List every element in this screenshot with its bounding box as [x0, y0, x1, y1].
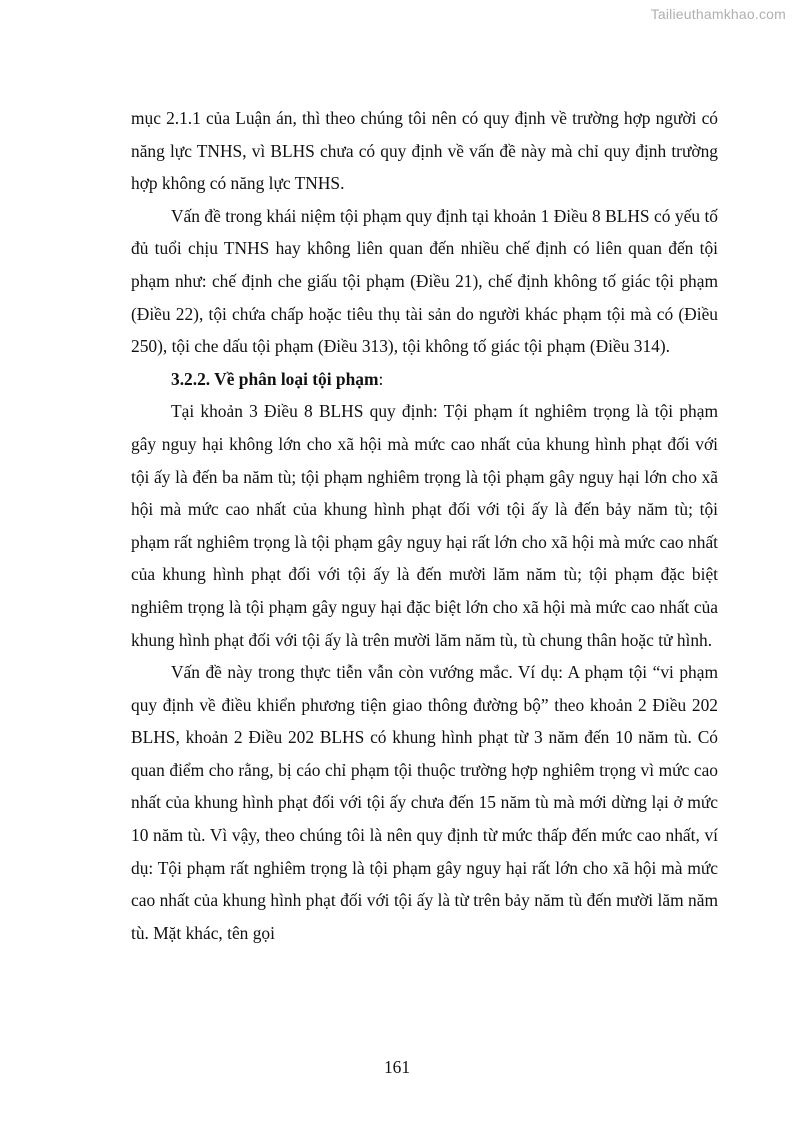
page-number: 161	[383, 1057, 411, 1077]
paragraph-1: mục 2.1.1 của Luận án, thì theo chúng tôi nên có quy định về trường hợp người có năng lực TNHS, vì BLHS chưa có quy định về vấn đề này mà chỉ quy định trường hợp không có năng lực TNHS.	[131, 108, 718, 194]
paragraph-2: Vấn đề trong khái niệm tội phạm quy định tại khoản 1 Điều 8 BLHS có yếu tố đủ tuổi chịu TNHS hay không liên quan đến nhiều chế định có liên quan đến tội phạm như: chế định che giấu tội phạm (Điều 21), chế định không tố giác tội phạm (Điều 22), tội chứa chấp hoặc tiêu thụ tài sản do người khác phạm tội mà có (Điều 250), tội che dấu tội phạm (Điều 313), tội không tố giác tội phạm (Điều 314).	[131, 205, 718, 357]
body-text	[131, 102, 718, 949]
paragraph-4: Vấn đề này trong thực tiễn vẫn còn vướng mắc. Ví dụ: A phạm tội “vi phạm quy định về điều khiển phương tiện giao thông đường bộ” theo khoản 2 Điều 202 BLHS, khoản 2 Điều 202 BLHS có khung hình phạt từ 3 năm đến 10 năm tù. Có quan điểm cho rằng, bị cáo chỉ phạm tội thuộc trường hợp nghiêm trọng vì mức cao nhất của khung hình phạt đối với tội ấy chưa đến 15 năm tù mà mới dừng lại ở mức 10 năm tù. Vì vậy, theo chúng tôi là nên quy định từ mức thấp đến mức cao nhất, ví dụ: Tội phạm rất nghiêm trọng là tội phạm gây nguy hại rất lớn cho xã hội mà mức cao nhất của khung hình phạt đối với tội ấy là từ trên bảy năm tù đến mười lăm năm tù. Mặt khác, tên gọi	[131, 662, 718, 943]
watermark: Tailieuthamkhao.com	[650, 6, 786, 22]
section-heading-text: 3.2.2. Về phân loại tội phạm	[171, 368, 379, 389]
paragraph-3: Tại khoản 3 Điều 8 BLHS quy định: Tội phạm ít nghiêm trọng là tội phạm gây nguy hại không lớn cho xã hội mà mức cao nhất của khung hình phạt đối với tội ấy là đến ba năm tù; tội phạm nghiêm trọng là tội phạm gây nguy hại lớn cho xã hội mà mức cao nhất của khung hình phạt đối với tội ấy là đến bảy năm tù; tội phạm rất nghiêm trọng là tội phạm gây nguy hại rất lớn cho xã hội mà mức cao nhất của khung hình phạt đối với tội ấy là đến mười lăm năm tù; tội phạm đặc biệt nghiêm trọng là tội phạm gây nguy hại đặc biệt lớn cho xã hội mà mức cao nhất của khung hình phạt đối với tội ấy là trên mười lăm năm tù, tù chung thân hoặc tử hình.	[131, 401, 718, 650]
section-heading	[131, 363, 718, 396]
section-heading-colon: :	[378, 368, 384, 389]
